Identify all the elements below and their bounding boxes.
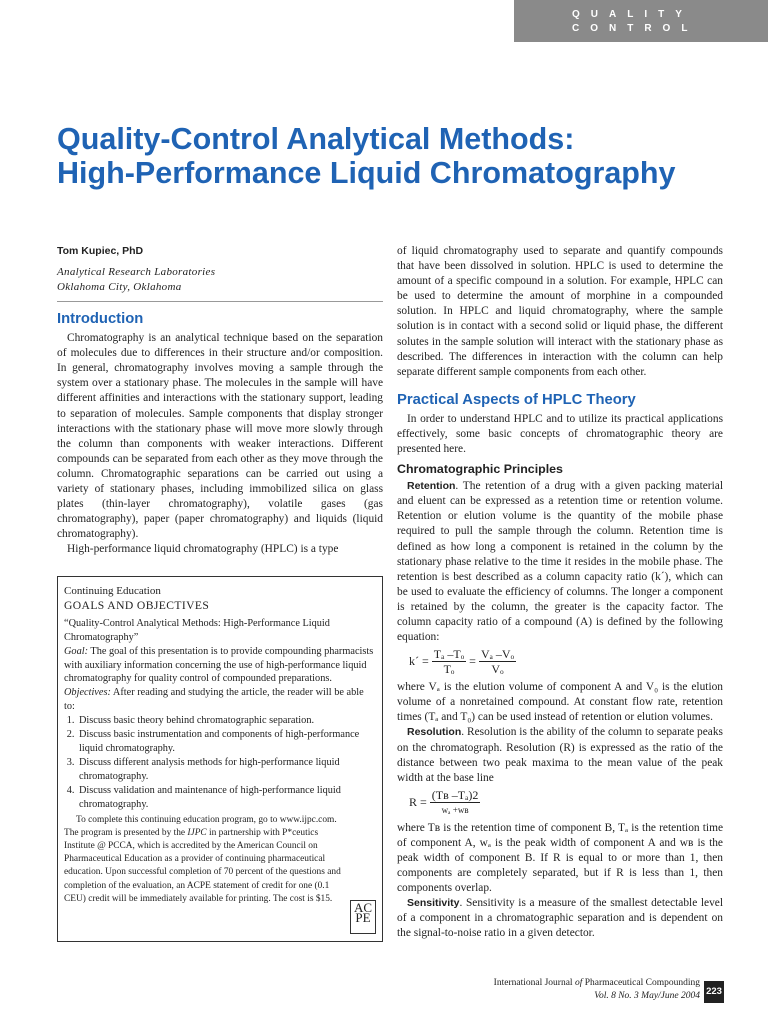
fine-print-journal: IJPC	[187, 827, 207, 838]
acpe-logo-text: AC PE	[353, 900, 373, 925]
retention-text: . The retention of a drug with a given packing material and eluent can be expressed as a retention time or retention volume. Retention or elution volume is the quantity of the mobile phase required to pull the sample through the column. Retention time is defined as how long a component is retained in the column by the stationary phase relative to the time it resides in the mobile phase. The retention is best described as a column capacity ratio (k´), which can be used to evaluate the efficiency of columns. The longer a component is retained by the column, the greater is the capacity factor. The column capacity ratio of a compound (A) is defined by the following equation:	[397, 480, 723, 644]
eq2-den: wₐ +wʙ	[441, 804, 469, 815]
resolution-run-in: Resolution	[407, 726, 462, 739]
ce-label: Continuing Education	[64, 585, 161, 597]
resolution-equation	[409, 788, 723, 817]
sensitivity-run-in: Sensitivity	[407, 897, 460, 910]
continuing-education-box	[57, 576, 383, 942]
section-tag	[514, 0, 768, 42]
introduction-heading: Introduction	[57, 311, 144, 328]
article-title	[57, 122, 737, 190]
resolution-text: . Resolution is the ability of the column to separate peaks on the chromatograph. Resolution (R) is expressed as the ratio of the distance between two peak maxima to the mean value of the peak width at the base line	[397, 726, 723, 784]
title-line2: High-Performance Liquid Chromatography	[57, 156, 676, 190]
objective-item: 2. Discuss basic instrumentation and components of high-performance liquid chromatography.	[77, 728, 376, 756]
eq1-fraction-time	[432, 647, 466, 676]
objective-item: 1. Discuss basic theory behind chromatographic separation.	[77, 714, 376, 728]
eq1-fraction-volume	[479, 647, 516, 676]
author: Tom Kupiec, PhD	[57, 245, 144, 257]
right-column	[397, 244, 723, 942]
fine-print-part2: in partnership with P*ceutics Institute @ PCCA, which is accredited by the American Council on Pharmaceutical Education as a provider of continuing pharmaceutical education. Upon successful completion of 70 percent of the questions and completion of the evaluation, an ACPE statement of credit for one (0.1 CEU) credit will be immediately available for printing. The cost is $15.	[64, 827, 341, 904]
section-tag-line1: QUALITY	[572, 9, 693, 20]
divider	[57, 301, 383, 302]
affiliation-line1: Analytical Research Laboratories	[57, 266, 216, 279]
issue-text: Vol. 8 No. 3 May/June 2004	[594, 991, 700, 1001]
objectives-list	[64, 714, 376, 811]
objectives-label: Objectives:	[64, 687, 111, 699]
practical-paragraph: In order to understand HPLC and to utilize its practical applications effectively, some basic concepts of chromatographic theory are presented here.	[397, 412, 723, 456]
capacity-equation	[409, 647, 723, 676]
journal-name	[400, 977, 700, 990]
goal-label: Goal:	[64, 645, 89, 657]
retention-run-in: Retention	[407, 480, 456, 493]
practical-aspects-heading: Practical Aspects of HPLC Theory	[397, 391, 636, 408]
ce-article-title: “Quality-Control Analytical Methods: High-Performance Liquid Chromatography”	[64, 617, 330, 643]
eq1-num1: Tₐ –Tₒ	[433, 647, 465, 662]
retention-paragraph	[397, 479, 723, 645]
journal-name-b: Pharmaceutical Compounding	[584, 978, 700, 988]
ce-heading: GOALS AND OBJECTIVES	[64, 598, 210, 612]
principles-heading: Chromatographic Principles	[397, 462, 563, 477]
objectives-text: After reading and studying the article, the reader will be able to:	[64, 687, 364, 713]
issue-info	[400, 990, 700, 1003]
journal-name-of: of	[574, 978, 583, 988]
sensitivity-text: . Sensitivity is a measure of the smallest detectable level of a component in a chromatographic separation and is dependent on the signal-to-noise ratio in a given detector.	[397, 897, 723, 940]
eq1-equals: =	[469, 654, 476, 669]
eq1-den2: Vₒ	[491, 662, 504, 677]
page-number: 223	[704, 981, 724, 1003]
resolution-paragraph	[397, 725, 723, 785]
ce-goal	[64, 645, 376, 687]
sensitivity-paragraph	[397, 896, 723, 941]
intro-paragraph-1: Chromatography is an analytical technique based on the separation of molecules due to differences in their structure and/or composition. In general, chromatography involves moving a sample through the system over a stationary phase. The molecules in the sample will have different affinities and interactions with the stationary support, leading to separation of molecules. Sample components that display stronger interactions with the stationary phase will move more slowly through the column than components with weaker interactions. Different compounds can be separated from each other as they move through the column. Chromatographic separations can be carried out using a variety of stationary phases, including immobilized silica on glass plates (thin-layer chromatography), volatile gases (gas chromatography), paper (paper chromatography) and liquids (liquid chromatography).	[57, 332, 383, 541]
intro-paragraph-2: High-performance liquid chromatography (HPLC) is a type	[67, 543, 339, 556]
after-equation-2: where Tʙ is the retention time of component B, Tₐ is the retention time of component A, wₐ is the peak width of component A and wʙ is the peak width of component B. If R is equal to or more than 1, then components are completely separated, but if R is less than 1, then components overlap.	[397, 821, 723, 895]
fine-print-part1: To complete this continuing education program, go to www.ijpc.com. The program is presented by the	[64, 814, 337, 838]
eq1-lhs: k´ =	[409, 654, 429, 669]
title-line1: Quality-Control Analytical Methods:	[57, 122, 575, 156]
journal-name-a: International Journal	[493, 978, 573, 988]
ce-objectives	[64, 686, 376, 714]
section-tag-line2: CONTROL	[572, 23, 699, 34]
eq1-num2: Vₐ –Vₒ	[480, 647, 515, 662]
intro-continuation: of liquid chromatography used to separate and quantify compounds that have been dissolved in solution. HPLC is used to determine the amount of a specific compound in a solution. For example, HPLC can be used to determine the amount of morphine in a compounded solution. In HPLC and liquid chromatography, where the sample solution is in contact with a second solid or liquid phase, the different solutes in the sample solution will interact with the stationary phase as described. The differences in interaction with the column can help separate different sample components from each other.	[397, 245, 723, 378]
eq2-lhs: R =	[409, 794, 427, 809]
eq2-num: (Tʙ –Tₐ)2	[431, 787, 479, 802]
objective-item: 3. Discuss different analysis methods for high-performance liquid chromatography.	[77, 756, 376, 784]
objective-item: 4. Discuss validation and maintenance of high-performance liquid chromatography.	[77, 784, 376, 812]
eq1-den1: Tₒ	[443, 662, 455, 677]
footer	[400, 977, 700, 1003]
ce-fine-print	[64, 814, 376, 906]
goal-text: The goal of this presentation is to provide compounding pharmacists with auxiliary information concerning the use of high-performance liquid chromatography for quality control of compounded preparations.	[64, 645, 374, 685]
affiliation-line2: Oklahoma City, Oklahoma	[57, 281, 182, 294]
after-equation-1: where Vₐ is the elution volume of component A and V₀ is the elution volume of a nonretained compound. At constant flow rate, retention times (Tₐ and T₀) can be used instead of retention or elution volumes.	[397, 681, 723, 724]
acpe-logo	[350, 900, 376, 934]
eq2-fraction	[430, 788, 481, 817]
left-column	[57, 244, 383, 558]
